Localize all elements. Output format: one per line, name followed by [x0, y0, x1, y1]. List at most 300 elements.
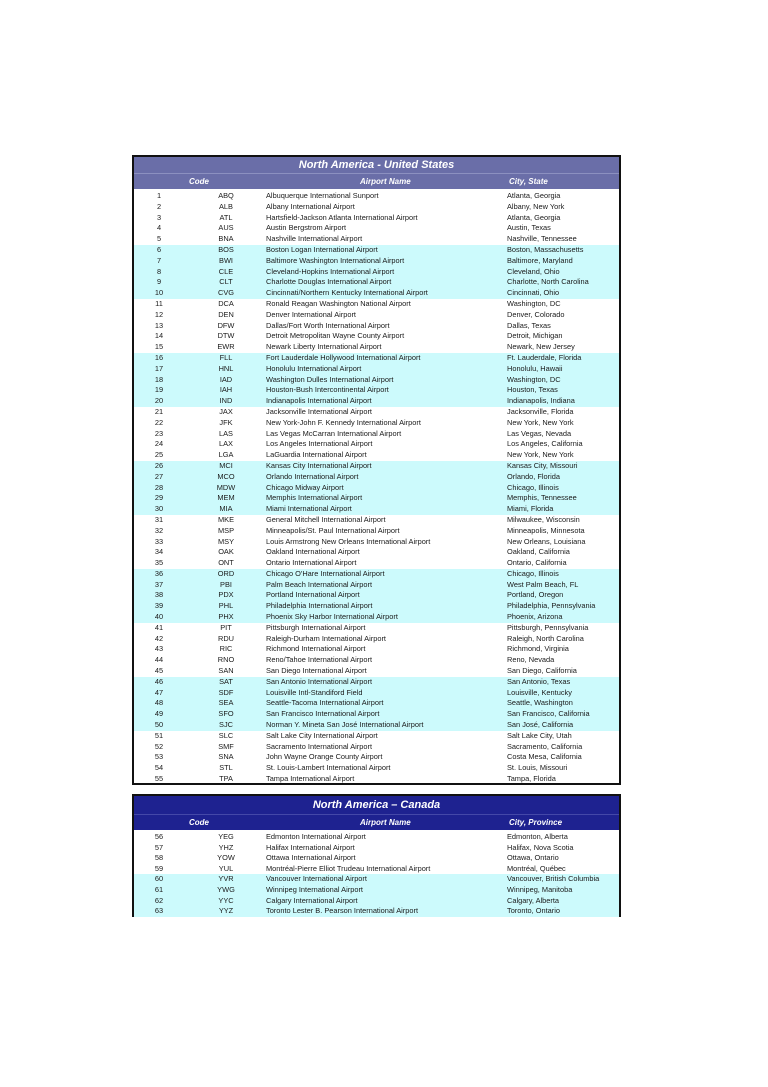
row-number: 4: [156, 223, 162, 233]
airport-name: Hartsfield-Jackson Atlanta International Airport: [266, 212, 418, 222]
airport-city: Boston, Massachusetts: [507, 244, 584, 254]
airport-name: Winnipeg International Airport: [266, 884, 363, 894]
airport-code: SJC: [219, 720, 233, 730]
airport-name: LaGuardia International Airport: [266, 450, 367, 460]
airport-code: YYC: [218, 895, 234, 905]
airport-name: Ontario International Airport: [266, 558, 357, 568]
table-row: [134, 558, 619, 569]
airport-city: Raleigh, North Carolina: [507, 633, 584, 643]
airport-code: SMF: [218, 741, 234, 751]
row-number: 36: [154, 568, 164, 578]
airport-city: Sacramento, California: [507, 741, 583, 751]
row-number: 50: [154, 720, 164, 730]
airport-city: Minneapolis, Minnesota: [507, 525, 585, 535]
row-number: 6: [156, 244, 162, 254]
airport-city: Montréal, Québec: [507, 863, 566, 873]
row-number: 38: [154, 590, 164, 600]
table-row: [134, 472, 619, 483]
airport-code: CLE: [218, 266, 234, 276]
table-row: [134, 364, 619, 375]
row-number: 30: [154, 504, 164, 514]
airport-city: New York, New York: [507, 417, 574, 427]
airport-name: Edmonton International Airport: [266, 832, 366, 841]
airport-code: SAT: [219, 676, 233, 686]
row-number: 49: [154, 709, 164, 719]
table-row: [134, 504, 619, 515]
row-number: 7: [156, 255, 162, 265]
airport-name: Kansas City International Airport: [266, 460, 372, 470]
row-number: 18: [154, 374, 164, 384]
airport-code: MSP: [217, 525, 234, 535]
airport-name: Philadelphia International Airport: [266, 601, 373, 611]
table-row: [134, 526, 619, 537]
table-row: [134, 234, 619, 245]
airport-code: LAX: [219, 439, 233, 449]
airport-name: Cleveland-Hopkins International Airport: [266, 266, 395, 276]
airport-name: Miami International Airport: [266, 504, 352, 514]
us-name-header: Airport Name: [360, 177, 411, 186]
row-number: 31: [154, 514, 164, 524]
row-number: 35: [154, 558, 164, 568]
airport-city: Charlotte, North Carolina: [507, 277, 589, 287]
table-row: [134, 331, 619, 342]
airport-city: Detroit, Michigan: [507, 331, 563, 341]
airport-city: Halifax, Nova Scotia: [507, 842, 574, 852]
row-number: 42: [154, 633, 164, 643]
airport-code: ABQ: [218, 191, 234, 200]
airport-code: MDW: [216, 482, 236, 492]
airport-code: ALB: [219, 201, 233, 211]
airport-city: Las Vegas, Nevada: [507, 428, 572, 438]
airport-name: Washington Dulles International Airport: [266, 374, 394, 384]
row-number: 10: [154, 288, 164, 298]
airport-name: San Antonio International Airport: [266, 676, 373, 686]
airport-name: Seattle-Tacoma International Airport: [266, 698, 384, 708]
us-airports-table: [132, 155, 621, 785]
row-number: 11: [155, 298, 163, 308]
airport-city: Dallas, Texas: [507, 320, 551, 330]
airport-name: Raleigh-Durham International Airport: [266, 633, 386, 643]
airport-name: Toronto Lester B. Pearson International Airport: [266, 906, 419, 916]
airport-city: Seattle, Washington: [507, 698, 573, 708]
row-number: 25: [154, 450, 164, 460]
canada-code-header: Code: [189, 818, 209, 827]
canada-column-headers: [134, 814, 619, 830]
table-row: [134, 450, 619, 461]
airport-city: Baltimore, Maryland: [507, 255, 573, 265]
row-number: 60: [154, 874, 164, 884]
airport-code: PBI: [220, 579, 232, 589]
us-city-header: City, State: [509, 177, 548, 186]
airport-name: Albany International Airport: [266, 201, 355, 211]
airport-city: Toronto, Ontario: [507, 906, 560, 916]
airport-code: MSY: [217, 536, 234, 546]
row-number: 53: [154, 752, 164, 762]
airport-name: Oakland International Airport: [266, 547, 360, 557]
airport-name: Ronald Reagan Washington National Airport: [266, 298, 411, 308]
airport-city: Reno, Nevada: [507, 655, 555, 665]
table-row: [134, 843, 619, 854]
airport-city: San Diego, California: [507, 666, 577, 676]
table-row: [134, 709, 619, 720]
row-number: 29: [154, 493, 164, 503]
airport-name: Fort Lauderdale Hollywood International Airport: [266, 352, 421, 362]
airport-city: Houston, Texas: [507, 385, 558, 395]
table-row: [134, 896, 619, 907]
row-number: 3: [156, 212, 162, 222]
table-row: [134, 277, 619, 288]
airport-code: YYZ: [218, 906, 234, 916]
table-row: [134, 742, 619, 753]
row-number: 58: [154, 853, 164, 863]
row-number: 26: [154, 460, 164, 470]
table-row: [134, 688, 619, 699]
table-row: [134, 864, 619, 875]
table-row: [134, 677, 619, 688]
us-table-body: [134, 189, 619, 785]
row-number: 54: [154, 763, 164, 773]
airport-city: Memphis, Tennessee: [507, 493, 577, 503]
airport-city: Cleveland, Ohio: [507, 266, 560, 276]
table-row: [134, 590, 619, 601]
row-number: 61: [154, 884, 164, 894]
table-row: [134, 874, 619, 885]
row-number: 39: [154, 601, 164, 611]
airport-city: Edmonton, Alberta: [507, 832, 568, 841]
row-number: 22: [154, 417, 164, 427]
airport-name: Pittsburgh International Airport: [266, 622, 366, 632]
row-number: 24: [154, 439, 164, 449]
airport-name: Newark Liberty International Airport: [266, 342, 382, 352]
airport-city: Costa Mesa, California: [507, 752, 582, 762]
airport-city: Jacksonville, Florida: [507, 406, 574, 416]
airport-code: PDX: [218, 590, 234, 600]
table-row: [134, 256, 619, 267]
airport-name: Reno/Tahoe International Airport: [266, 655, 373, 665]
airport-code: AUS: [218, 223, 234, 233]
airport-city: Honolulu, Hawaii: [507, 363, 563, 373]
airport-city: San José, California: [507, 720, 574, 730]
airport-city: Louisville, Kentucky: [507, 687, 572, 697]
airport-city: Tampa, Florida: [507, 774, 556, 784]
table-row: [134, 342, 619, 353]
airport-name: Portland International Airport: [266, 590, 360, 600]
airport-city: San Francisco, California: [507, 709, 590, 719]
row-number: 48: [154, 698, 164, 708]
airport-name: General Mitchell International Airport: [266, 514, 386, 524]
row-number: 9: [156, 277, 162, 287]
table-row: [134, 385, 619, 396]
airport-city: Portland, Oregon: [507, 590, 564, 600]
airport-code: MEM: [217, 493, 235, 503]
row-number: 14: [154, 331, 164, 341]
table-row: [134, 202, 619, 213]
airport-code: BNA: [218, 234, 234, 244]
airport-name: San Diego International Airport: [266, 666, 367, 676]
airport-city: Phoenix, Arizona: [507, 612, 563, 622]
airport-city: Atlanta, Georgia: [507, 191, 561, 200]
row-number: 55: [154, 774, 164, 784]
row-number: 34: [154, 547, 164, 557]
airport-city: Denver, Colorado: [507, 309, 565, 319]
airport-code: JFK: [219, 417, 233, 427]
airport-code: DTW: [217, 331, 235, 341]
row-number: 57: [154, 842, 164, 852]
airport-city: Richmond, Virginia: [507, 644, 569, 654]
canada-table-title: North America – Canada: [134, 796, 619, 814]
table-row: [134, 763, 619, 774]
airport-name: Phoenix Sky Harbor International Airport: [266, 612, 398, 622]
airport-code: YVR: [218, 874, 234, 884]
row-number: 32: [154, 525, 164, 535]
airport-code: RDU: [217, 633, 234, 643]
airport-city: Ft. Lauderdale, Florida: [507, 352, 582, 362]
airport-name: Nashville International Airport: [266, 234, 363, 244]
airport-name: Chicago O'Hare International Airport: [266, 568, 385, 578]
airport-code: RNO: [217, 655, 235, 665]
table-row: [134, 644, 619, 655]
table-row: [134, 396, 619, 407]
airport-code: YWG: [217, 884, 235, 894]
table-row: [134, 666, 619, 677]
table-row: [134, 191, 619, 202]
row-number: 56: [154, 832, 164, 841]
airport-city: St. Louis, Missouri: [507, 763, 568, 773]
airport-code: FLL: [219, 352, 233, 362]
table-row: [134, 832, 619, 843]
airport-name: Chicago Midway Airport: [266, 482, 344, 492]
table-row: [134, 375, 619, 386]
table-row: [134, 601, 619, 612]
airport-name: John Wayne Orange County Airport: [266, 752, 383, 762]
airport-city: Newark, New Jersey: [507, 342, 575, 352]
row-number: 52: [154, 741, 164, 751]
airport-code: MCI: [219, 460, 233, 470]
us-table-title: North America - United States: [134, 157, 619, 173]
table-row: [134, 353, 619, 364]
canada-city-header: City, Province: [509, 818, 563, 827]
table-row: [134, 612, 619, 623]
airport-name: Salt Lake City International Airport: [266, 730, 378, 740]
airport-code: ONT: [218, 558, 234, 568]
airport-name: St. Louis-Lambert International Airport: [266, 763, 391, 773]
airport-city: Washington, DC: [507, 298, 561, 308]
airport-city: Austin, Texas: [507, 223, 551, 233]
airport-city: Los Angeles, California: [507, 439, 583, 449]
row-number: 19: [154, 385, 164, 395]
airport-name: Honolulu International Airport: [266, 363, 362, 373]
airport-name: Louisville Intl-Standiford Field: [266, 687, 363, 697]
airport-name: Las Vegas McCarran International Airport: [266, 428, 402, 438]
airport-code: RIC: [219, 644, 233, 654]
airport-code: DCA: [218, 298, 234, 308]
airport-city: Atlanta, Georgia: [507, 212, 561, 222]
airport-name: Vancouver International Airport: [266, 874, 367, 884]
airport-code: PHL: [218, 601, 234, 611]
row-number: 27: [154, 471, 164, 481]
airport-name: Dallas/Fort Worth International Airport: [266, 320, 390, 330]
canada-table-body: [134, 830, 619, 917]
table-row: [134, 515, 619, 526]
row-number: 62: [154, 895, 164, 905]
airport-code: SNA: [218, 752, 234, 762]
row-number: 20: [154, 396, 164, 406]
airport-name: Austin Bergstrom Airport: [266, 223, 347, 233]
airport-name: Denver International Airport: [266, 309, 356, 319]
table-row: [134, 418, 619, 429]
airport-code: ORD: [217, 568, 235, 578]
table-row: [134, 906, 619, 917]
table-row: [134, 310, 619, 321]
row-number: 17: [154, 363, 164, 373]
table-row: [134, 580, 619, 591]
canada-name-header: Airport Name: [360, 818, 411, 827]
table-row: [134, 213, 619, 224]
airport-name: Baltimore Washington International Airport: [266, 255, 405, 265]
table-row: [134, 245, 619, 256]
table-row: [134, 493, 619, 504]
airport-code: ATL: [219, 212, 233, 222]
row-number: 59: [154, 863, 164, 873]
airport-name: Boston Logan International Airport: [266, 244, 378, 254]
row-number: 44: [154, 655, 164, 665]
airport-code: YUL: [218, 863, 234, 873]
airport-code: DEN: [218, 309, 234, 319]
airport-city: New Orleans, Louisiana: [507, 536, 586, 546]
table-row: [134, 547, 619, 558]
row-number: 1: [156, 191, 162, 200]
airport-name: Albuquerque International Sunport: [266, 191, 379, 200]
row-number: 47: [154, 687, 164, 697]
airport-name: Orlando International Airport: [266, 471, 359, 481]
airport-code: EWR: [217, 342, 235, 352]
airport-code: CVG: [217, 288, 234, 298]
airport-name: Richmond International Airport: [266, 644, 366, 654]
airport-name: Montréal-Pierre Elliot Trudeau International Airport: [266, 863, 431, 873]
table-row: [134, 439, 619, 450]
airport-city: Winnipeg, Manitoba: [507, 884, 573, 894]
airport-code: LAS: [219, 428, 233, 438]
airport-name: Cincinnati/Northern Kentucky International Airport: [266, 288, 428, 298]
airport-code: CLT: [219, 277, 233, 287]
table-row: [134, 623, 619, 634]
airport-city: Chicago, Illinois: [507, 568, 559, 578]
row-number: 40: [154, 612, 164, 622]
table-row: [134, 655, 619, 666]
airport-city: Salt Lake City, Utah: [507, 730, 572, 740]
table-row: [134, 698, 619, 709]
airport-name: Los Angeles International Airport: [266, 439, 373, 449]
airport-city: Washington, DC: [507, 374, 561, 384]
row-number: 13: [154, 320, 164, 330]
row-number: 15: [154, 342, 164, 352]
row-number: 43: [154, 644, 164, 654]
airport-code: MIA: [219, 504, 233, 514]
airport-city: New York, New York: [507, 450, 574, 460]
row-number: 12: [154, 309, 164, 319]
airport-name: New York-John F. Kennedy International Airport: [266, 417, 421, 427]
table-row: [134, 634, 619, 645]
airport-city: Albany, New York: [507, 201, 565, 211]
row-number: 5: [156, 234, 162, 244]
row-number: 21: [154, 406, 164, 416]
row-number: 28: [154, 482, 164, 492]
airport-code: STL: [219, 763, 233, 773]
airport-city: Vancouver, British Columbia: [507, 874, 600, 884]
airport-code: MKE: [217, 514, 234, 524]
airport-name: Indianapolis International Airport: [266, 396, 372, 406]
airport-city: Milwaukee, Wisconsin: [507, 514, 580, 524]
table-row: [134, 853, 619, 864]
airport-name: Memphis International Airport: [266, 493, 363, 503]
airport-code: SLC: [218, 730, 234, 740]
airport-city: Nashville, Tennessee: [507, 234, 577, 244]
us-code-header: Code: [189, 177, 209, 186]
row-number: 63: [154, 906, 164, 916]
airport-name: Palm Beach International Airport: [266, 579, 372, 589]
airport-city: Philadelphia, Pennsylvania: [507, 601, 596, 611]
airport-name: Ottawa International Airport: [266, 853, 356, 863]
airport-name: Calgary International Airport: [266, 895, 358, 905]
airport-code: SAN: [218, 666, 234, 676]
canada-airports-table: [132, 794, 621, 917]
table-row: [134, 321, 619, 332]
airport-code: HNL: [218, 363, 234, 373]
table-row: [134, 461, 619, 472]
airport-code: SDF: [218, 687, 234, 697]
table-row: [134, 407, 619, 418]
table-row: [134, 752, 619, 763]
airport-code: PHX: [218, 612, 234, 622]
row-number: 37: [154, 579, 164, 589]
airport-code: LGA: [218, 450, 234, 460]
row-number: 51: [154, 730, 164, 740]
airport-code: IAH: [219, 385, 233, 395]
airport-city: Ontario, California: [507, 558, 567, 568]
airport-name: Sacramento International Airport: [266, 741, 372, 751]
airport-code: BWI: [219, 255, 233, 265]
airport-city: Pittsburgh, Pennsylvania: [507, 622, 589, 632]
row-number: 23: [154, 428, 164, 438]
table-row: [134, 720, 619, 731]
row-number: 33: [154, 536, 164, 546]
table-row: [134, 569, 619, 580]
airport-code: YEG: [218, 832, 234, 841]
airport-name: Tampa International Airport: [266, 774, 355, 784]
airport-name: Detroit Metropolitan Wayne County Airport: [266, 331, 405, 341]
airport-city: Oakland, California: [507, 547, 570, 557]
row-number: 16: [154, 352, 164, 362]
airport-code: SEA: [218, 698, 234, 708]
table-row: [134, 483, 619, 494]
table-row: [134, 537, 619, 548]
table-row: [134, 288, 619, 299]
airport-code: PIT: [220, 622, 232, 632]
airport-name: Minneapolis/St. Paul International Airport: [266, 525, 400, 535]
row-number: 2: [156, 201, 162, 211]
table-row: [134, 731, 619, 742]
airport-name: Halifax International Airport: [266, 842, 355, 852]
airport-code: SFO: [218, 709, 234, 719]
airport-code: JAX: [219, 406, 233, 416]
airport-code: IAD: [219, 374, 233, 384]
airport-city: Miami, Florida: [507, 504, 554, 514]
airport-name: Jacksonville International Airport: [266, 406, 372, 416]
us-column-headers: [134, 173, 619, 189]
airport-code: TPA: [219, 774, 233, 784]
airport-city: Ottawa, Ontario: [507, 853, 559, 863]
table-row: [134, 885, 619, 896]
